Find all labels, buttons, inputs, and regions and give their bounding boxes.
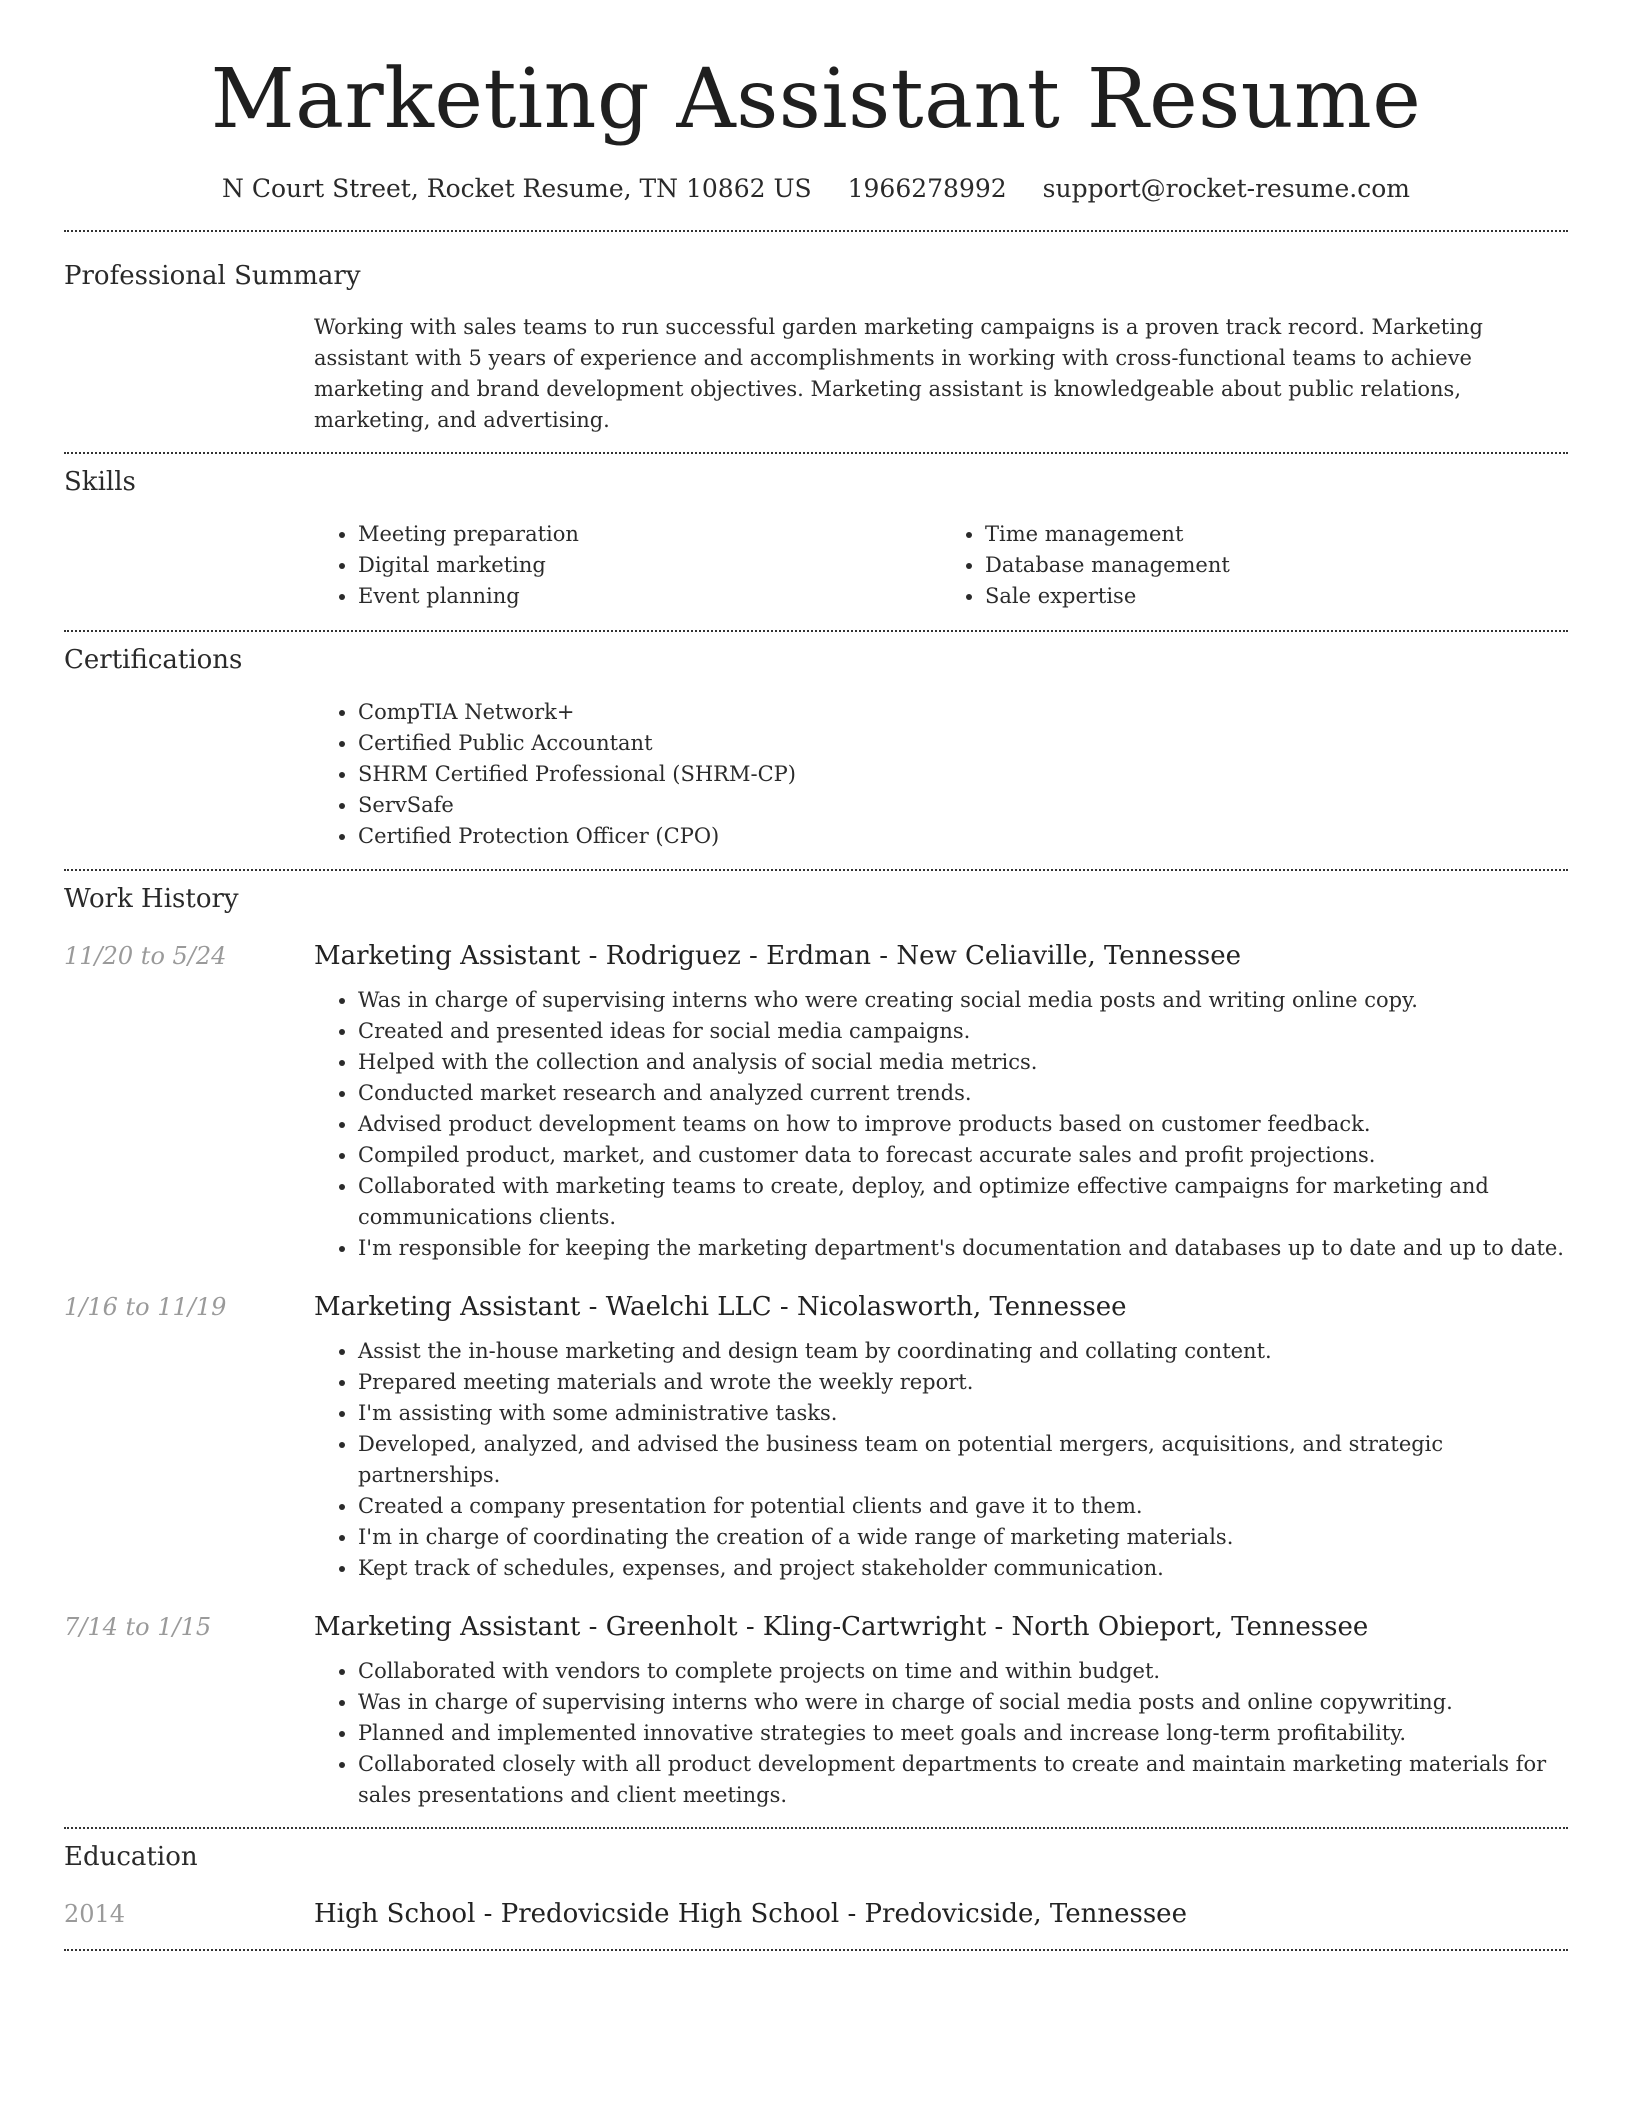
job-entry [64,1290,1568,1584]
job-header [64,1290,1568,1324]
skill-item: • Time management [985,519,1568,550]
job-duties [314,1656,1568,1811]
certifications-heading: Certifications [64,645,243,675]
certifications-list [314,697,1568,869]
summary-heading: Professional Summary [64,261,361,291]
job-header [64,1610,1568,1644]
job-header [64,939,1568,973]
job-duties-list [314,1656,1568,1811]
skill-item: • Event planning [358,581,941,612]
skills-column-right [941,519,1568,612]
job-duty-item: • Created and presented ideas for social media campaigns. [358,1016,1568,1047]
certifications-bullets [314,697,1568,852]
skills-column-left [314,519,941,612]
page-title: Marketing Assistant Resume [210,52,1422,147]
skills-list [314,519,1568,630]
job-duty-item: • Was in charge of supervising interns who were creating social media posts and writing online copy. [358,985,1568,1016]
skill-item: • Meeting preparation [358,519,941,550]
work-history-section [64,871,1568,1827]
job-dates: 11/20 to 5/24 [64,942,227,970]
job-dates: 7/14 to 1/15 [64,1613,212,1641]
job-duty-item: • Kept track of schedules, expenses, and project stakeholder communication. [358,1553,1568,1584]
job-entry [64,939,1568,1264]
job-duty-item: • Advised product development teams on how to improve products based on customer feedback. [358,1109,1568,1140]
contact-email: support@rocket-resume.com [1042,174,1410,203]
certification-item: • Certified Protection Officer (CPO) [358,821,1568,852]
job-duty-item: • Was in charge of supervising interns who were in charge of social media posts and online copywriting. [358,1687,1568,1718]
job-duty-item: • I'm assisting with some administrative tasks. [358,1398,1568,1429]
skill-item: • Sale expertise [985,581,1568,612]
job-title: Marketing Assistant - Greenholt - Kling-Cartwright - North Obieport, Tennessee [314,1612,1369,1642]
job-title: Marketing Assistant - Waelchi LLC - Nicolasworth, Tennessee [314,1292,1127,1322]
job-duties [314,1336,1568,1584]
certifications-section [64,632,1568,869]
education-section [64,1829,1568,1949]
summary-section [64,232,1568,452]
job-duty-item: • I'm responsible for keeping the marketing department's documentation and databases up to date and up to date. [358,1233,1568,1264]
job-duty-item: • Prepared meeting materials and wrote the weekly report. [358,1367,1568,1398]
education-title: High School - Predovicside High School - Predovicside, Tennessee [314,1899,1187,1929]
job-duty-item: • Helped with the collection and analysis of social media metrics. [358,1047,1568,1078]
certification-item: • SHRM Certified Professional (SHRM-CP) [358,759,1568,790]
job-duty-item: • Planned and implemented innovative strategies to meet goals and increase long-term profitability. [358,1718,1568,1749]
contact-phone: 1966278992 [847,174,1007,203]
education-heading: Education [64,1842,198,1872]
skill-item: • Digital marketing [358,550,941,581]
skills-section [64,454,1568,630]
contact-line [64,172,1568,206]
work-history-heading: Work History [64,884,239,914]
section-divider [64,1949,1568,1951]
job-duty-item: • I'm in charge of coordinating the creation of a wide range of marketing materials. [358,1522,1568,1553]
job-dates: 1/16 to 11/19 [64,1293,227,1321]
job-duty-item: • Created a company presentation for potential clients and gave it to them. [358,1491,1568,1522]
job-duty-item: • Compiled product, market, and customer data to forecast accurate sales and profit projections. [358,1140,1568,1171]
job-duty-item: • Conducted market research and analyzed current trends. [358,1078,1568,1109]
job-duties-list [314,1336,1568,1584]
job-duty-item: • Developed, analyzed, and advised the business team on potential mergers, acquisitions, and strategic partnerships. [358,1429,1568,1491]
summary-text: Working with sales teams to run successful garden marketing campaigns is a proven track record. Marketing assistant with 5 years of experience and accomplishments in working with cross-functional teams to achieve marketing and brand development objectives. Marketing assistant is knowledgeable about public relations, marketing, and advertising. [314,315,1483,432]
job-duties [314,985,1568,1264]
education-entry [64,1897,1568,1931]
job-entry [64,1610,1568,1827]
certification-item: • Certified Public Accountant [358,728,1568,759]
job-duty-item: • Assist the in-house marketing and design team by coordinating and collating content. [358,1336,1568,1367]
job-title: Marketing Assistant - Rodriguez - Erdman - New Celiaville, Tennessee [314,941,1242,971]
education-year: 2014 [64,1900,126,1928]
job-duty-item: • Collaborated with marketing teams to create, deploy, and optimize effective campaigns for marketing and communications clients. [358,1171,1568,1233]
skill-item: • Database management [985,550,1568,581]
job-duty-item: • Collaborated with vendors to complete projects on time and within budget. [358,1656,1568,1687]
skills-heading: Skills [64,467,136,497]
contact-address: N Court Street, Rocket Resume, TN 10862 US [222,174,812,203]
certification-item: • ServSafe [358,790,1568,821]
job-duty-item: • Collaborated closely with all product development departments to create and maintain marketing materials for sales presentations and client meetings. [358,1749,1568,1811]
job-duties-list [314,985,1568,1264]
certification-item: • CompTIA Network+ [358,697,1568,728]
